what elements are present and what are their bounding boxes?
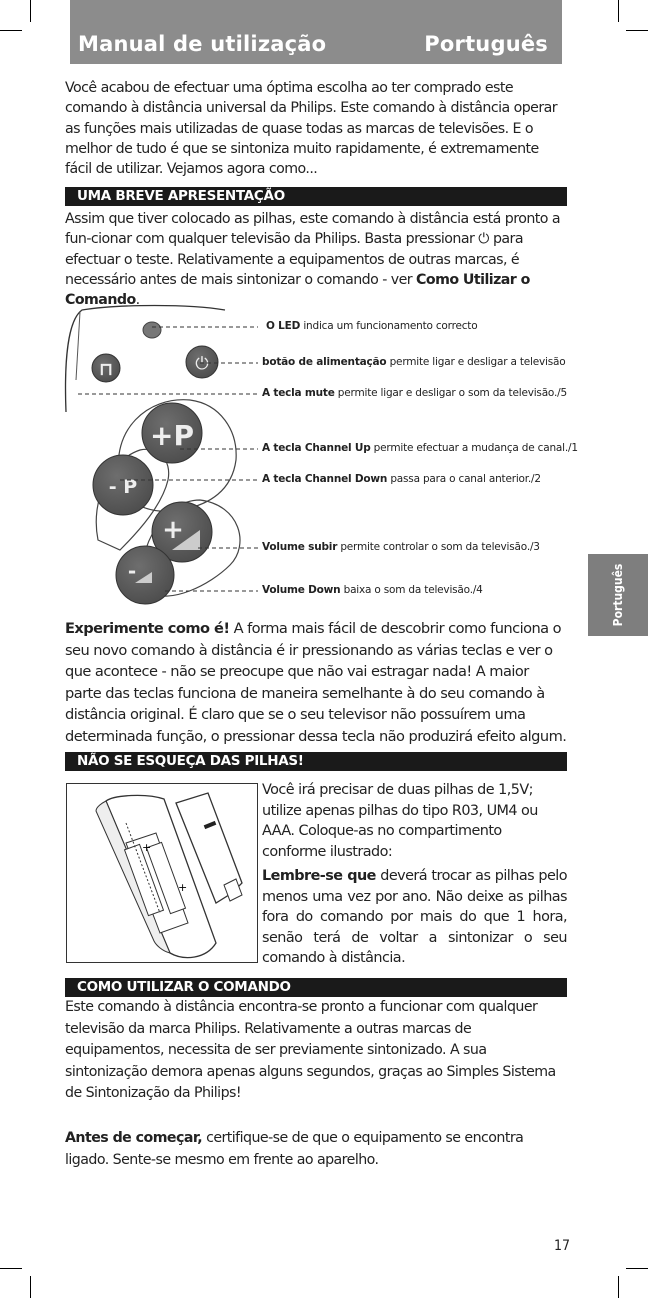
- channel-down-button-label: - P: [108, 476, 138, 498]
- volume-up-button-label: +: [162, 515, 184, 545]
- power-icon: ⏻: [478, 231, 489, 248]
- label-volume-down: Volume Down baixa o som da televisão./4: [262, 584, 483, 596]
- crop-mark: [626, 1268, 648, 1269]
- crop-mark: [618, 1276, 619, 1298]
- how-to-use-reference: Como Utilizar o Comando: [65, 271, 530, 309]
- channel-up-button-label: +P: [150, 419, 194, 452]
- label-led: O LED indica um funcionamento correcto: [266, 320, 478, 332]
- svg-text:+: +: [142, 841, 152, 854]
- batteries-reminder: Lembre-se que deverá trocar as pilhas pelo menos uma vez por ano. Não deixe as pilhas fora do comando por mais do que 1 hora, senão terá de voltar a sintonizar o seu comando à distância.: [262, 868, 567, 966]
- volume-down-button-label: -: [127, 559, 137, 583]
- page-header: [70, 0, 562, 64]
- crop-mark: [618, 0, 619, 22]
- section-heading-overview: UMA BREVE APRESENTAÇÃO: [65, 187, 567, 206]
- label-mute: A tecla mute permite ligar e desligar o som da televisão./5: [262, 387, 567, 399]
- section-heading-batteries: NÃO SE ESQUEÇA DAS PILHAS!: [65, 752, 567, 771]
- label-power: botão de alimentação permite ligar e desligar a televisão: [262, 356, 566, 368]
- header-language: Português: [424, 32, 548, 56]
- power-button-label: ⏻: [195, 354, 209, 374]
- diagram-leader-lines: [0, 300, 270, 600]
- battery-compartment-illustration: [66, 783, 258, 963]
- page-number: 17: [553, 1238, 570, 1254]
- batteries-instructions: Você irá precisar de duas pilhas de 1,5V; utilize apenas pilhas do tipo R03, UM4 ou AAA. Coloque-as no compartimento conforme ilustrado:: [262, 782, 538, 860]
- svg-text:+: +: [178, 881, 188, 894]
- before-start-paragraph: Antes de começar, certifique-se de que o equipamento se encontra ligado. Sente-se mesmo em frente ao aparelho.: [65, 1130, 524, 1168]
- crop-mark: [0, 30, 22, 31]
- crop-mark: [30, 0, 31, 22]
- crop-mark: [626, 30, 648, 31]
- mute-button-label: ⊓: [98, 359, 114, 380]
- label-volume-up: Volume subir permite controlar o som da televisão./3: [262, 541, 540, 553]
- intro-paragraph: Você acabou de efectuar uma óptima escolha ao ter comprado este comando à distância universal da Philips. Este comando à distância operar as funções mais utilizadas de quase todas as marcas de televisões. E o melhor de tudo é que se sintoniza muito rapidamente, é extremamente fácil de utilizar. Vejamos agora como...: [65, 80, 558, 178]
- language-side-tab: Português: [588, 554, 648, 636]
- how-to-use-paragraph: Este comando à distância encontra-se pronto a funcionar com qualquer televisão da marca Philips. Relativamente a outras marcas de equipamentos, necessita de ser previamente sintonizado. A sua sintonização demora apenas alguns segundos, graças ao Simples Sistema de Sintonização da Philips!: [65, 999, 556, 1102]
- crop-mark: [0, 1268, 22, 1269]
- overview-paragraph: Assim que tiver colocado as pilhas, este comando à distância está pronto a fun-cionar com qualquer televisão da Philips. Basta pressionar ⏻ para efectuar o teste. Relativamente a equipamentos de outras marcas, é necessário antes de mais sintonizar o comando - ver Como Utilizar o Comando.: [65, 211, 561, 309]
- experiment-paragraph: Experimente como é! A forma mais fácil de descobrir como funciona o seu novo comando à distância é ir pressionando as várias teclas e ver o que acontece - não se preocupe que não vai estragar nada! A maior parte das teclas funciona de maneira semelhante à do seu comando à distância original. É claro que se o seu televisor não possuírem uma determinada função, o pressionar dessa tecla não produzirá efeito algum.: [65, 620, 567, 745]
- section-heading-how-to-use: COMO UTILIZAR O COMANDO: [65, 978, 567, 997]
- label-channel-up: A tecla Channel Up permite efectuar a mudança de canal./1: [262, 442, 578, 454]
- crop-mark: [30, 1276, 31, 1298]
- label-channel-down: A tecla Channel Down passa para o canal anterior./2: [262, 473, 541, 485]
- header-title: Manual de utilização: [78, 32, 327, 56]
